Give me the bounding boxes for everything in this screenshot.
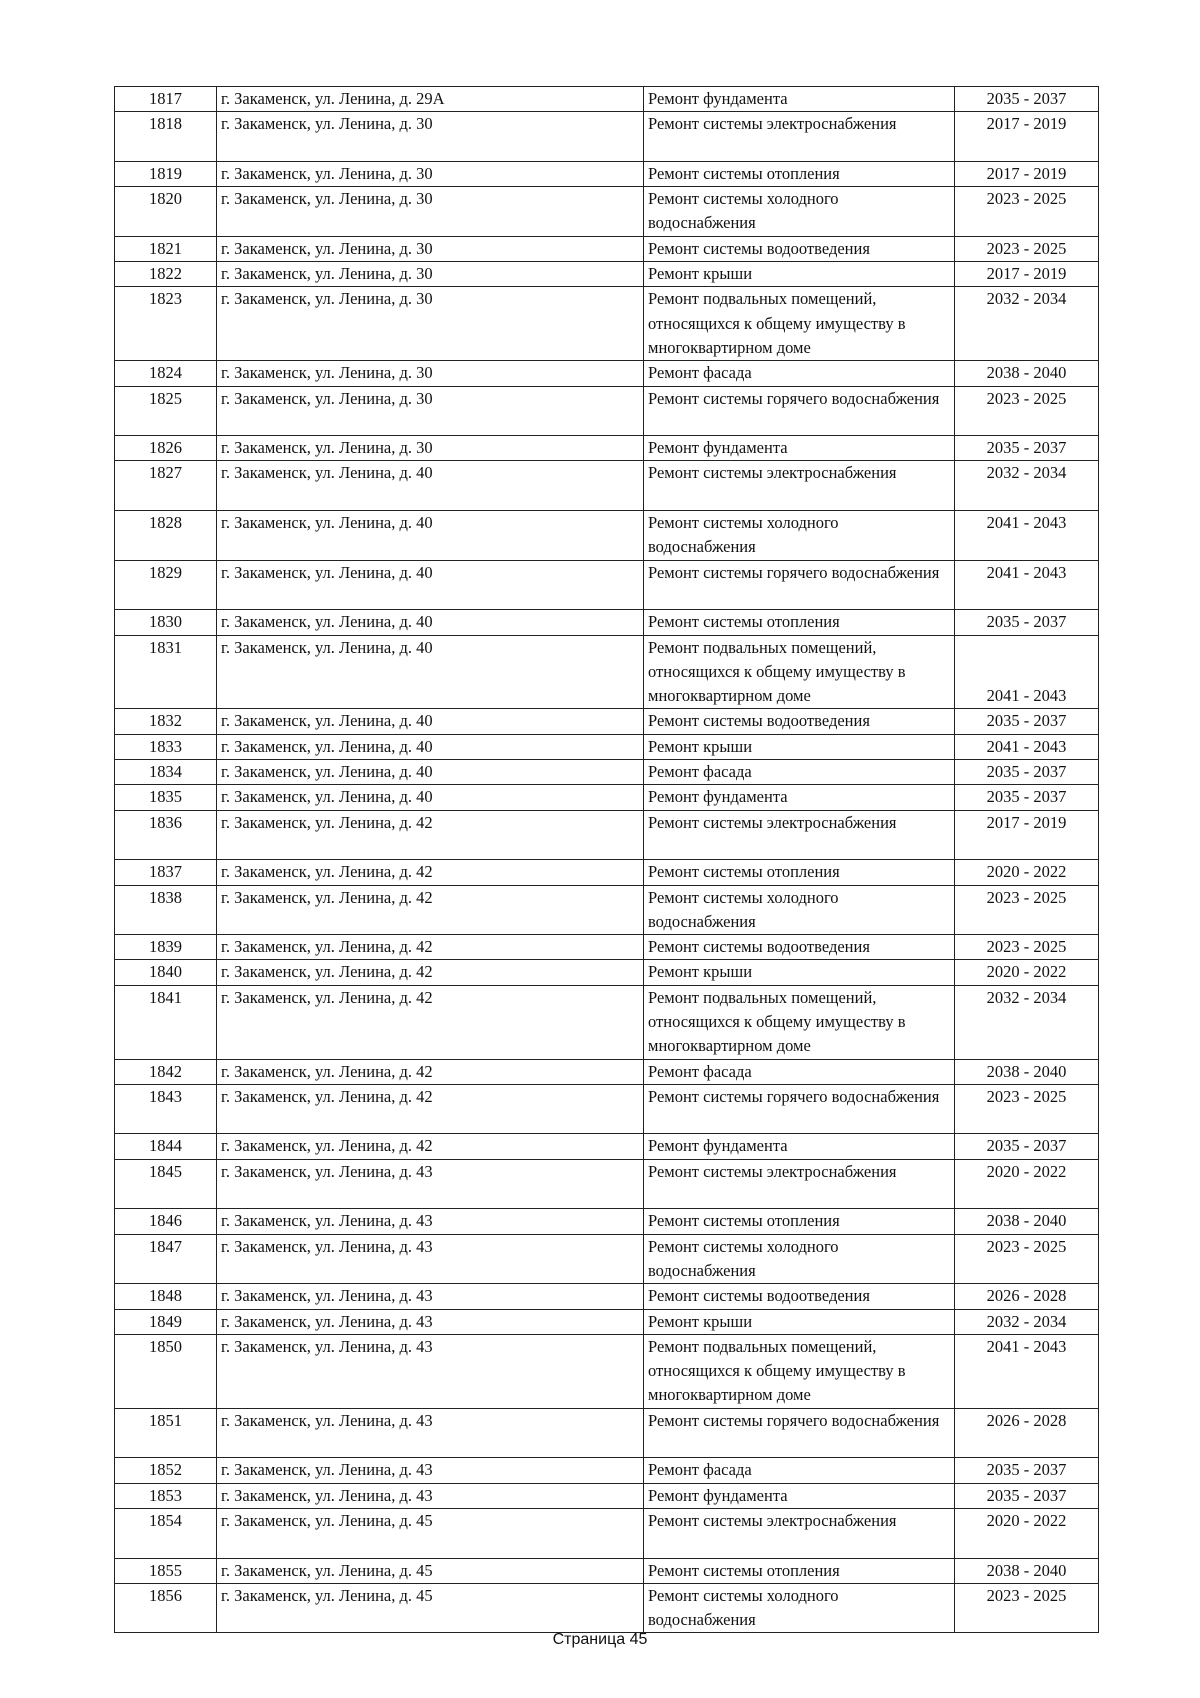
- row-number-cell: 1854: [115, 1508, 217, 1558]
- table-row: [115, 436, 1099, 461]
- address-cell: г. Закаменск, ул. Ленина, д. 29А: [217, 87, 644, 112]
- work-type-cell: Ремонт системы отопления: [644, 860, 955, 885]
- work-type-cell: Ремонт системы электроснабжения: [644, 461, 955, 511]
- period-cell: 2023 - 2025: [955, 1084, 1099, 1134]
- table-row: [115, 960, 1099, 985]
- work-type-cell: Ремонт системы отопления: [644, 1209, 955, 1234]
- work-type-cell: Ремонт крыши: [644, 262, 955, 287]
- period-cell: 2035 - 2037: [955, 1134, 1099, 1159]
- address-cell: г. Закаменск, ул. Ленина, д. 30: [217, 287, 644, 361]
- address-cell: г. Закаменск, ул. Ленина, д. 42: [217, 1084, 644, 1134]
- row-number-cell: 1817: [115, 87, 217, 112]
- address-cell: г. Закаменск, ул. Ленина, д. 40: [217, 461, 644, 511]
- row-number-cell: 1830: [115, 610, 217, 635]
- address-cell: г. Закаменск, ул. Ленина, д. 42: [217, 1059, 644, 1084]
- row-number-cell: 1822: [115, 262, 217, 287]
- period-cell: 2023 - 2025: [955, 386, 1099, 436]
- row-number-cell: 1837: [115, 860, 217, 885]
- address-cell: г. Закаменск, ул. Ленина, д. 42: [217, 985, 644, 1059]
- address-cell: г. Закаменск, ул. Ленина, д. 43: [217, 1159, 644, 1209]
- address-cell: г. Закаменск, ул. Ленина, д. 40: [217, 785, 644, 810]
- row-number-cell: 1825: [115, 386, 217, 436]
- address-cell: г. Закаменск, ул. Ленина, д. 43: [217, 1334, 644, 1408]
- row-number-cell: 1839: [115, 935, 217, 960]
- work-type-cell: Ремонт фасада: [644, 361, 955, 386]
- work-type-cell: Ремонт системы электроснабжения: [644, 810, 955, 860]
- period-cell: 2023 - 2025: [955, 187, 1099, 237]
- work-type-cell: Ремонт подвальных помещений, относящихся к общему имуществу в многоквартирном доме: [644, 635, 955, 709]
- period-cell: 2017 - 2019: [955, 161, 1099, 186]
- period-cell: 2035 - 2037: [955, 760, 1099, 785]
- period-cell: 2026 - 2028: [955, 1284, 1099, 1309]
- row-number-cell: 1838: [115, 885, 217, 935]
- period-cell: 2032 - 2034: [955, 985, 1099, 1059]
- period-cell: 2038 - 2040: [955, 1059, 1099, 1084]
- period-cell: 2023 - 2025: [955, 885, 1099, 935]
- address-cell: г. Закаменск, ул. Ленина, д. 40: [217, 610, 644, 635]
- row-number-cell: 1843: [115, 1084, 217, 1134]
- row-number-cell: 1840: [115, 960, 217, 985]
- period-cell: 2026 - 2028: [955, 1408, 1099, 1458]
- period-cell: 2017 - 2019: [955, 112, 1099, 162]
- work-type-cell: Ремонт системы электроснабжения: [644, 1159, 955, 1209]
- work-type-cell: Ремонт системы водоотведения: [644, 236, 955, 261]
- work-type-cell: Ремонт фасада: [644, 760, 955, 785]
- work-type-cell: Ремонт крыши: [644, 734, 955, 759]
- address-cell: г. Закаменск, ул. Ленина, д. 40: [217, 709, 644, 734]
- row-number-cell: 1827: [115, 461, 217, 511]
- period-cell: 2038 - 2040: [955, 361, 1099, 386]
- row-number-cell: 1848: [115, 1284, 217, 1309]
- row-number-cell: 1845: [115, 1159, 217, 1209]
- work-type-cell: Ремонт системы отопления: [644, 1558, 955, 1583]
- work-type-cell: Ремонт крыши: [644, 1309, 955, 1334]
- work-type-cell: Ремонт системы холодного водоснабжения: [644, 1234, 955, 1284]
- period-cell: 2038 - 2040: [955, 1558, 1099, 1583]
- address-cell: г. Закаменск, ул. Ленина, д. 42: [217, 1134, 644, 1159]
- address-cell: г. Закаменск, ул. Ленина, д. 43: [217, 1209, 644, 1234]
- address-cell: г. Закаменск, ул. Ленина, д. 30: [217, 187, 644, 237]
- row-number-cell: 1844: [115, 1134, 217, 1159]
- work-type-cell: Ремонт фундамента: [644, 785, 955, 810]
- period-cell: 2035 - 2037: [955, 709, 1099, 734]
- work-type-cell: Ремонт системы электроснабжения: [644, 1508, 955, 1558]
- work-type-cell: Ремонт системы холодного водоснабжения: [644, 187, 955, 237]
- work-type-cell: Ремонт крыши: [644, 960, 955, 985]
- table-row: [115, 87, 1099, 112]
- period-cell: 2035 - 2037: [955, 87, 1099, 112]
- row-number-cell: 1842: [115, 1059, 217, 1084]
- period-cell: 2023 - 2025: [955, 1234, 1099, 1284]
- table-row: [115, 386, 1099, 436]
- table-row: [115, 511, 1099, 561]
- address-cell: г. Закаменск, ул. Ленина, д. 30: [217, 161, 644, 186]
- period-cell: 2023 - 2025: [955, 236, 1099, 261]
- address-cell: г. Закаменск, ул. Ленина, д. 40: [217, 760, 644, 785]
- table-row: [115, 785, 1099, 810]
- table-row: [115, 287, 1099, 361]
- address-cell: г. Закаменск, ул. Ленина, д. 40: [217, 511, 644, 561]
- row-number-cell: 1849: [115, 1309, 217, 1334]
- table-row: [115, 236, 1099, 261]
- work-type-cell: Ремонт системы отопления: [644, 610, 955, 635]
- address-cell: г. Закаменск, ул. Ленина, д. 43: [217, 1483, 644, 1508]
- table-row: [115, 262, 1099, 287]
- period-cell: 2041 - 2043: [955, 1334, 1099, 1408]
- period-cell: 2023 - 2025: [955, 935, 1099, 960]
- table-body: [115, 87, 1099, 1633]
- row-number-cell: 1829: [115, 560, 217, 610]
- address-cell: г. Закаменск, ул. Ленина, д. 42: [217, 935, 644, 960]
- row-number-cell: 1823: [115, 287, 217, 361]
- row-number-cell: 1851: [115, 1408, 217, 1458]
- row-number-cell: 1855: [115, 1558, 217, 1583]
- row-number-cell: 1850: [115, 1334, 217, 1408]
- work-type-cell: Ремонт системы горячего водоснабжения: [644, 1408, 955, 1458]
- period-cell: 2020 - 2022: [955, 960, 1099, 985]
- row-number-cell: 1826: [115, 436, 217, 461]
- period-cell: 2032 - 2034: [955, 461, 1099, 511]
- table-row: [115, 560, 1099, 610]
- row-number-cell: 1833: [115, 734, 217, 759]
- address-cell: г. Закаменск, ул. Ленина, д. 43: [217, 1408, 644, 1458]
- address-cell: г. Закаменск, ул. Ленина, д. 40: [217, 560, 644, 610]
- work-type-cell: Ремонт системы водоотведения: [644, 935, 955, 960]
- table-row: [115, 361, 1099, 386]
- table-row: [115, 1483, 1099, 1508]
- table-row: [115, 1134, 1099, 1159]
- address-cell: г. Закаменск, ул. Ленина, д. 30: [217, 112, 644, 162]
- table-row: [115, 734, 1099, 759]
- table-row: [115, 1284, 1099, 1309]
- address-cell: г. Закаменск, ул. Ленина, д. 45: [217, 1508, 644, 1558]
- table-row: [115, 935, 1099, 960]
- address-cell: г. Закаменск, ул. Ленина, д. 42: [217, 860, 644, 885]
- address-cell: г. Закаменск, ул. Ленина, д. 42: [217, 810, 644, 860]
- table-row: [115, 860, 1099, 885]
- period-cell: 2035 - 2037: [955, 1458, 1099, 1483]
- work-type-cell: Ремонт фундамента: [644, 436, 955, 461]
- row-number-cell: 1853: [115, 1483, 217, 1508]
- period-cell: 2020 - 2022: [955, 1508, 1099, 1558]
- address-cell: г. Закаменск, ул. Ленина, д. 30: [217, 436, 644, 461]
- table-row: [115, 985, 1099, 1059]
- work-type-cell: Ремонт фасада: [644, 1059, 955, 1084]
- address-cell: г. Закаменск, ул. Ленина, д. 30: [217, 236, 644, 261]
- row-number-cell: 1836: [115, 810, 217, 860]
- period-cell: 2035 - 2037: [955, 610, 1099, 635]
- work-type-cell: Ремонт подвальных помещений, относящихся к общему имуществу в многоквартирном доме: [644, 287, 955, 361]
- table-row: [115, 161, 1099, 186]
- table-row: [115, 1234, 1099, 1284]
- table-row: [115, 1583, 1099, 1633]
- page-number: Страница 45: [552, 1631, 648, 1648]
- table-row: [115, 1408, 1099, 1458]
- row-number-cell: 1846: [115, 1209, 217, 1234]
- period-cell: 2038 - 2040: [955, 1209, 1099, 1234]
- table-row: [115, 1558, 1099, 1583]
- row-number-cell: 1818: [115, 112, 217, 162]
- work-type-cell: Ремонт фундамента: [644, 87, 955, 112]
- table-row: [115, 1334, 1099, 1408]
- row-number-cell: 1856: [115, 1583, 217, 1633]
- period-cell: 2023 - 2025: [955, 1583, 1099, 1633]
- row-number-cell: 1821: [115, 236, 217, 261]
- period-cell: 2032 - 2034: [955, 287, 1099, 361]
- address-cell: г. Закаменск, ул. Ленина, д. 42: [217, 885, 644, 935]
- work-type-cell: Ремонт системы горячего водоснабжения: [644, 1084, 955, 1134]
- table-row: [115, 760, 1099, 785]
- period-cell: 2041 - 2043: [955, 511, 1099, 561]
- table-row: [115, 112, 1099, 162]
- address-cell: г. Закаменск, ул. Ленина, д. 45: [217, 1583, 644, 1633]
- repair-schedule-table: [114, 86, 1099, 1633]
- work-type-cell: Ремонт системы холодного водоснабжения: [644, 511, 955, 561]
- row-number-cell: 1841: [115, 985, 217, 1059]
- row-number-cell: 1820: [115, 187, 217, 237]
- address-cell: г. Закаменск, ул. Ленина, д. 43: [217, 1284, 644, 1309]
- period-cell: 2020 - 2022: [955, 1159, 1099, 1209]
- work-type-cell: Ремонт фасада: [644, 1458, 955, 1483]
- table-row: [115, 1209, 1099, 1234]
- row-number-cell: 1847: [115, 1234, 217, 1284]
- address-cell: г. Закаменск, ул. Ленина, д. 30: [217, 361, 644, 386]
- address-cell: г. Закаменск, ул. Ленина, д. 30: [217, 262, 644, 287]
- address-cell: г. Закаменск, ул. Ленина, д. 42: [217, 960, 644, 985]
- row-number-cell: 1832: [115, 709, 217, 734]
- work-type-cell: Ремонт системы горячего водоснабжения: [644, 386, 955, 436]
- work-type-cell: Ремонт системы холодного водоснабжения: [644, 1583, 955, 1633]
- table-row: [115, 461, 1099, 511]
- work-type-cell: Ремонт системы водоотведения: [644, 709, 955, 734]
- period-cell: 2041 - 2043: [955, 734, 1099, 759]
- period-cell: 2020 - 2022: [955, 860, 1099, 885]
- row-number-cell: 1835: [115, 785, 217, 810]
- table-row: [115, 187, 1099, 237]
- row-number-cell: 1852: [115, 1458, 217, 1483]
- row-number-cell: 1834: [115, 760, 217, 785]
- table-row: [115, 709, 1099, 734]
- period-cell: 2017 - 2019: [955, 810, 1099, 860]
- table-row: [115, 1458, 1099, 1483]
- address-cell: г. Закаменск, ул. Ленина, д. 43: [217, 1309, 644, 1334]
- work-type-cell: Ремонт фундамента: [644, 1483, 955, 1508]
- period-cell: 2035 - 2037: [955, 436, 1099, 461]
- address-cell: г. Закаменск, ул. Ленина, д. 43: [217, 1458, 644, 1483]
- period-cell: 2041 - 2043: [955, 560, 1099, 610]
- address-cell: г. Закаменск, ул. Ленина, д. 43: [217, 1234, 644, 1284]
- table-row: [115, 1159, 1099, 1209]
- table-row: [115, 1309, 1099, 1334]
- row-number-cell: 1824: [115, 361, 217, 386]
- address-cell: г. Закаменск, ул. Ленина, д. 40: [217, 734, 644, 759]
- period-cell: 2035 - 2037: [955, 785, 1099, 810]
- work-type-cell: Ремонт системы холодного водоснабжения: [644, 885, 955, 935]
- table-row: [115, 810, 1099, 860]
- period-cell: 2041 - 2043: [955, 635, 1099, 709]
- table-row: [115, 635, 1099, 709]
- period-cell: 2035 - 2037: [955, 1483, 1099, 1508]
- work-type-cell: Ремонт системы водоотведения: [644, 1284, 955, 1309]
- address-cell: г. Закаменск, ул. Ленина, д. 45: [217, 1558, 644, 1583]
- row-number-cell: 1828: [115, 511, 217, 561]
- work-type-cell: Ремонт системы отопления: [644, 161, 955, 186]
- work-type-cell: Ремонт фундамента: [644, 1134, 955, 1159]
- table-row: [115, 1059, 1099, 1084]
- work-type-cell: Ремонт системы электроснабжения: [644, 112, 955, 162]
- address-cell: г. Закаменск, ул. Ленина, д. 30: [217, 386, 644, 436]
- period-cell: 2032 - 2034: [955, 1309, 1099, 1334]
- table-row: [115, 610, 1099, 635]
- row-number-cell: 1819: [115, 161, 217, 186]
- work-type-cell: Ремонт системы горячего водоснабжения: [644, 560, 955, 610]
- table-row: [115, 885, 1099, 935]
- table-row: [115, 1084, 1099, 1134]
- period-cell: 2017 - 2019: [955, 262, 1099, 287]
- address-cell: г. Закаменск, ул. Ленина, д. 40: [217, 635, 644, 709]
- row-number-cell: 1831: [115, 635, 217, 709]
- work-type-cell: Ремонт подвальных помещений, относящихся к общему имуществу в многоквартирном доме: [644, 985, 955, 1059]
- table-row: [115, 1508, 1099, 1558]
- work-type-cell: Ремонт подвальных помещений, относящихся к общему имуществу в многоквартирном доме: [644, 1334, 955, 1408]
